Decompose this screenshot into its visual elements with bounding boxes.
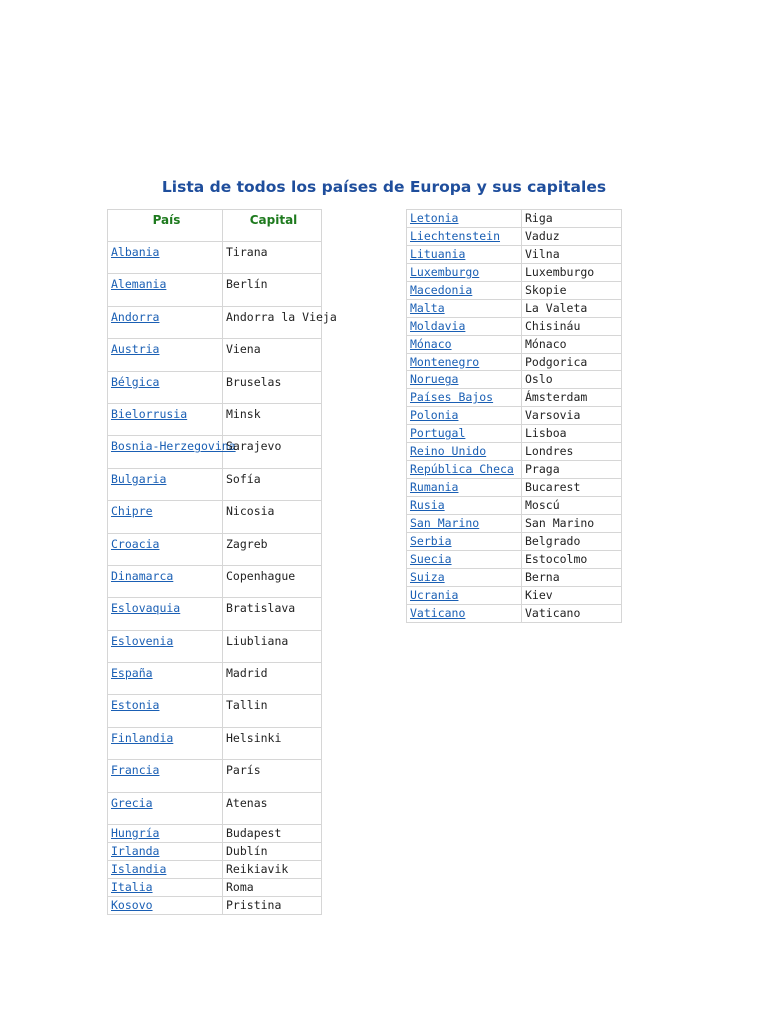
countries-table-right [406, 209, 622, 623]
table-row [108, 825, 322, 843]
country-link[interactable]: Irlanda [111, 844, 160, 859]
table-row [407, 479, 622, 497]
capital-cell: Bruselas [223, 371, 322, 403]
capital-cell: La Valeta [522, 299, 622, 317]
country-link[interactable]: Kosovo [111, 898, 153, 913]
capital-cell: Vilna [522, 245, 622, 263]
country-link[interactable]: Croacia [111, 536, 160, 551]
capital-cell: Mónaco [522, 335, 622, 353]
country-link[interactable]: Bielorrusia [111, 406, 188, 421]
table-row [108, 630, 322, 662]
capital-column-header: Capital [223, 210, 322, 242]
country-cell [108, 339, 223, 371]
country-link[interactable]: Polonia [410, 408, 459, 423]
table-row [108, 861, 322, 879]
country-link[interactable]: Lituania [410, 246, 466, 261]
capital-cell: Podgorica [522, 353, 622, 371]
country-link[interactable]: Macedonia [410, 282, 473, 297]
country-link[interactable]: Montenegro [410, 354, 480, 369]
country-cell [108, 695, 223, 727]
table-row [108, 792, 322, 824]
country-link[interactable]: Bélgica [111, 374, 160, 389]
table-row [108, 468, 322, 500]
table-header-row [108, 210, 322, 242]
table-row [407, 497, 622, 515]
country-cell [108, 792, 223, 824]
capital-cell: Sofía [223, 468, 322, 500]
country-cell [108, 825, 223, 843]
table-row [407, 371, 622, 389]
country-cell [407, 263, 522, 281]
country-link[interactable]: Reino Unido [410, 444, 487, 459]
table-row [407, 443, 622, 461]
country-cell [108, 306, 223, 338]
table-row [407, 461, 622, 479]
country-cell [407, 281, 522, 299]
country-link[interactable]: España [111, 666, 153, 681]
capital-cell: Skopie [522, 281, 622, 299]
capital-cell: Vaticano [522, 604, 622, 622]
country-cell [108, 897, 223, 915]
country-cell [407, 407, 522, 425]
country-cell [407, 604, 522, 622]
country-cell [407, 210, 522, 228]
country-link[interactable]: Rumania [410, 480, 459, 495]
countries-table-left [107, 209, 337, 915]
table-row [407, 210, 622, 228]
table-row [407, 353, 622, 371]
country-link[interactable]: Bulgaria [111, 471, 167, 486]
country-link[interactable]: Alemania [111, 277, 167, 292]
capital-cell: Belgrado [522, 532, 622, 550]
table-row [407, 425, 622, 443]
country-link[interactable]: Noruega [410, 372, 459, 387]
capital-cell: Londres [522, 443, 622, 461]
table-row [108, 565, 322, 597]
capital-cell: San Marino [522, 514, 622, 532]
country-link[interactable]: Finlandia [111, 730, 174, 745]
table-row [108, 436, 322, 468]
country-link[interactable]: Bosnia-Herzegovina [111, 439, 236, 454]
country-link[interactable]: Estonia [111, 698, 160, 713]
capital-cell: Estocolmo [522, 550, 622, 568]
country-cell [407, 514, 522, 532]
table-row [407, 407, 622, 425]
table-row [108, 897, 322, 915]
capital-cell: Berlín [223, 274, 322, 306]
capital-cell: Moscú [522, 497, 622, 515]
table-row [407, 389, 622, 407]
country-cell [407, 550, 522, 568]
capital-cell: Luxemburgo [522, 263, 622, 281]
country-cell [407, 497, 522, 515]
country-cell [407, 371, 522, 389]
table-row [407, 532, 622, 550]
table-row [108, 403, 322, 435]
capital-cell: Liubliana [223, 630, 322, 662]
capital-cell: Bratislava [223, 598, 322, 630]
capital-cell: Ámsterdam [522, 389, 622, 407]
capital-cell: Viena [223, 339, 322, 371]
country-link[interactable]: Italia [111, 880, 153, 895]
country-cell [407, 353, 522, 371]
capital-cell: Budapest [223, 825, 322, 843]
table-row [407, 299, 622, 317]
capital-cell: Pristina [223, 897, 322, 915]
table-row [407, 335, 622, 353]
country-link[interactable]: Vaticano [410, 605, 466, 620]
country-cell [108, 727, 223, 759]
capital-cell: Andorra la Vieja [223, 306, 322, 338]
country-column-header: País [108, 210, 223, 242]
table-row [407, 550, 622, 568]
country-link[interactable]: Rusia [410, 498, 445, 512]
capital-cell: Copenhague [223, 565, 322, 597]
country-cell [407, 389, 522, 407]
country-cell [407, 227, 522, 245]
capital-cell: Atenas [223, 792, 322, 824]
country-cell [407, 532, 522, 550]
country-cell [108, 843, 223, 861]
country-link[interactable]: Portugal [410, 426, 466, 441]
country-cell [108, 501, 223, 533]
country-cell [407, 317, 522, 335]
table-row [108, 242, 322, 274]
country-link[interactable]: Eslovaquia [111, 601, 181, 616]
country-cell [108, 760, 223, 792]
country-link[interactable]: Liechtenstein [410, 228, 501, 243]
table-row [108, 695, 322, 727]
table-row [407, 263, 622, 281]
country-link[interactable]: Francia [111, 763, 160, 778]
table-row [108, 843, 322, 861]
capital-cell: Madrid [223, 663, 322, 695]
capital-cell: Zagreb [223, 533, 322, 565]
table-row [108, 501, 322, 533]
country-link[interactable]: Albania [111, 245, 160, 259]
country-cell [108, 371, 223, 403]
table-row [108, 879, 322, 897]
capital-cell: Roma [223, 879, 322, 897]
capital-cell: Tirana [223, 242, 322, 274]
table-row [407, 245, 622, 263]
country-cell [108, 242, 223, 274]
country-cell [108, 565, 223, 597]
capital-cell: Reikiavik [223, 861, 322, 879]
country-link[interactable]: Hungría [111, 826, 160, 841]
capital-cell: Nicosia [223, 501, 322, 533]
capital-cell: Riga [522, 210, 622, 228]
table-row [407, 514, 622, 532]
table-row [407, 227, 622, 245]
country-link[interactable]: Islandia [111, 862, 167, 877]
capital-cell: Minsk [223, 403, 322, 435]
capital-cell: Chisináu [522, 317, 622, 335]
country-link[interactable]: Malta [410, 300, 445, 315]
table-row [108, 533, 322, 565]
country-cell [407, 425, 522, 443]
country-link[interactable]: Letonia [410, 211, 459, 225]
country-link[interactable]: Países Bajos [410, 390, 494, 405]
country-cell [108, 663, 223, 695]
capital-cell: Praga [522, 461, 622, 479]
country-link[interactable]: Mónaco [410, 336, 452, 351]
country-cell [108, 879, 223, 897]
country-link[interactable]: Suiza [410, 569, 445, 584]
country-link[interactable]: Eslovenia [111, 633, 174, 648]
country-cell [407, 568, 522, 586]
country-cell [108, 274, 223, 306]
country-link[interactable]: Luxemburgo [410, 264, 480, 279]
table-row [407, 281, 622, 299]
capital-cell: Berna [522, 568, 622, 586]
country-cell [407, 443, 522, 461]
capital-cell: Vaduz [522, 227, 622, 245]
table-row [108, 598, 322, 630]
country-link[interactable]: Andorra [111, 309, 160, 324]
country-link[interactable]: Moldavia [410, 318, 466, 333]
country-link[interactable]: San Marino [410, 515, 480, 530]
table-row [108, 760, 322, 792]
country-link[interactable]: Austria [111, 342, 160, 357]
table-row [407, 568, 622, 586]
capital-cell: Helsinki [223, 727, 322, 759]
country-cell [108, 630, 223, 662]
capital-cell: París [223, 760, 322, 792]
country-link[interactable]: Grecia [111, 795, 153, 810]
country-cell [407, 335, 522, 353]
country-cell [407, 299, 522, 317]
country-cell [108, 533, 223, 565]
country-link[interactable]: Suecia [410, 551, 452, 566]
capital-cell: Oslo [522, 371, 622, 389]
country-link[interactable]: República Checa [410, 462, 514, 477]
country-link[interactable]: Chipre [111, 504, 153, 519]
capital-cell: Bucarest [522, 479, 622, 497]
capital-cell: Kiev [522, 586, 622, 604]
country-link[interactable]: Serbia [410, 533, 452, 548]
country-cell [108, 598, 223, 630]
country-cell [108, 861, 223, 879]
table-row [108, 306, 322, 338]
country-cell [407, 479, 522, 497]
table-row [108, 274, 322, 306]
table-row [407, 604, 622, 622]
country-link[interactable]: Ucrania [410, 587, 459, 602]
capital-cell: Sarajevo [223, 436, 322, 468]
country-cell [407, 461, 522, 479]
table-row [407, 317, 622, 335]
country-cell [108, 468, 223, 500]
table-row [108, 727, 322, 759]
country-cell [407, 245, 522, 263]
table-row [407, 586, 622, 604]
country-link[interactable]: Dinamarca [111, 568, 174, 583]
country-cell [108, 436, 236, 468]
table-row [108, 663, 322, 695]
table-row [108, 371, 322, 403]
capital-cell: Lisboa [522, 425, 622, 443]
country-cell [407, 586, 522, 604]
table-row [108, 339, 322, 371]
page-title: Lista de todos los países de Europa y sus capitales [161, 178, 607, 196]
capital-cell: Dublín [223, 843, 322, 861]
country-cell [108, 403, 223, 435]
capital-cell: Tallin [223, 695, 322, 727]
capital-cell: Varsovia [522, 407, 622, 425]
